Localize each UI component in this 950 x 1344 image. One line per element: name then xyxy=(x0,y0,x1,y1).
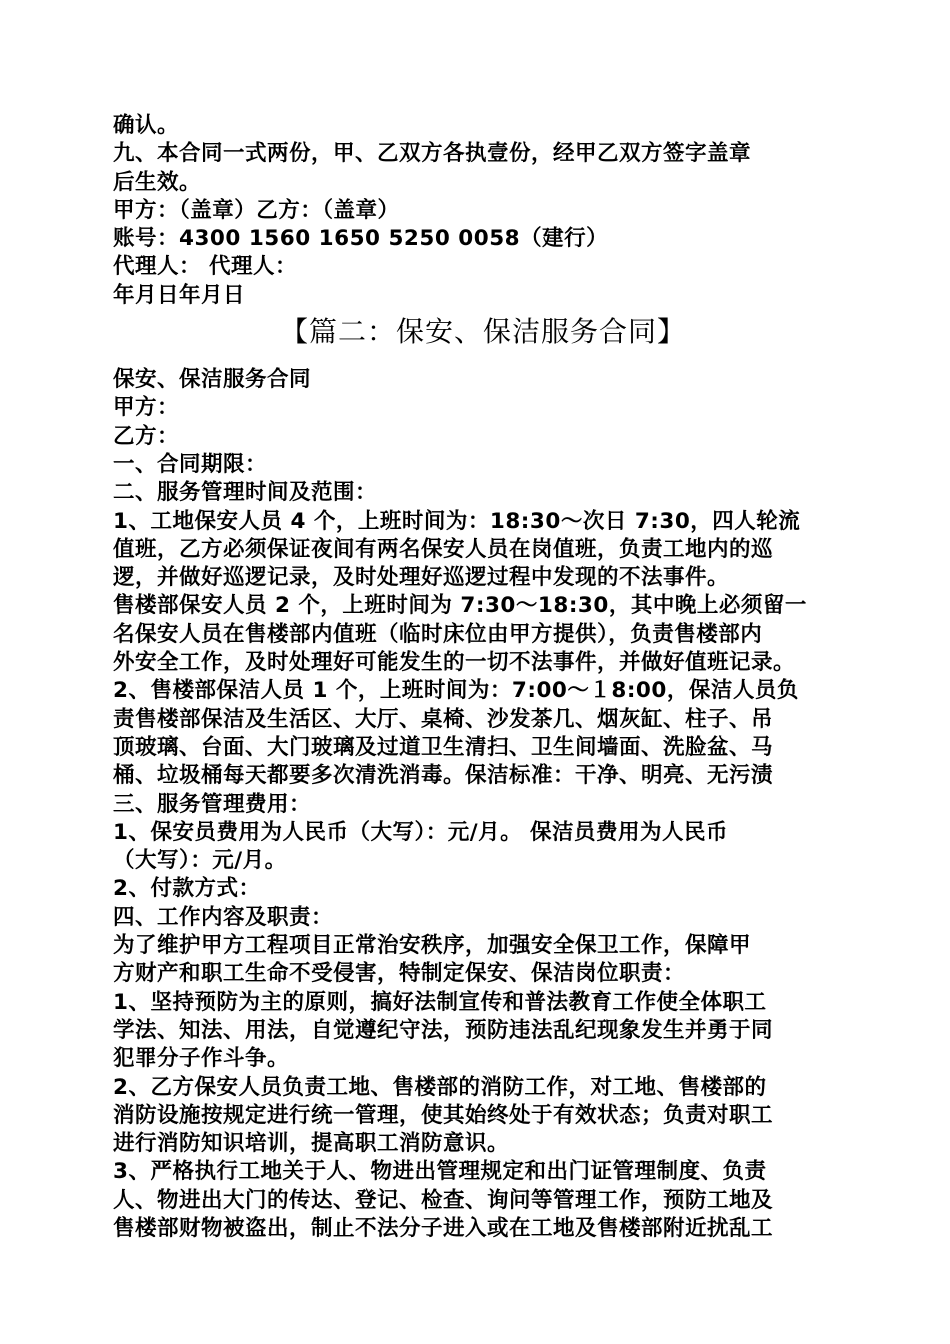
text-line: 1、保安员费用为人民币（大写）：元/月。 保洁员费用为人民币 xyxy=(113,819,729,845)
text-line: 方财产和职工生命不受侵害，特制定保安、保洁岗位职责： xyxy=(113,961,686,987)
text-line: 售楼部财物被盗出，制止不法分子进入或在工地及售楼部附近扰乱工 xyxy=(113,1215,774,1241)
text-line: 三、服务管理费用： xyxy=(113,791,312,817)
text-line: 2、乙方保安人员负责工地、售楼部的消防工作，对工地、售楼部的 xyxy=(113,1074,767,1100)
text-line: 一、合同期限： xyxy=(113,451,268,477)
text-line: 逻，并做好巡逻记录，及时处理好巡逻过程中发现的不法事件。 xyxy=(113,565,730,591)
text-line: 外安全工作，及时处理好可能发生的一切不法事件，并做好值班记录。 xyxy=(113,650,796,676)
text-line: 售楼部保安人员 2 个，上班时间为 7:30～18:30，其中晚上必须留一 xyxy=(113,593,807,619)
text-line: 桶、垃圾桶每天都要多次清洗消毒。保洁标准：干净、明亮、无污渍 xyxy=(113,763,774,789)
text-line: 犯罪分子作斗争。 xyxy=(113,1046,290,1072)
section-title: 【篇二：保安、保洁服务合同】 xyxy=(279,315,686,349)
text-line: 消防设施按规定进行统一管理，使其始终处于有效状态；负责对职工 xyxy=(113,1102,774,1128)
contract-body xyxy=(113,366,853,1243)
text-line: 名保安人员在售楼部内值班（临时床位由甲方提供），负责售楼部内 xyxy=(113,621,763,647)
text-line: 九、本合同一式两份，甲、乙双方各执壹份，经甲乙双方签字盖章 xyxy=(113,141,752,167)
text-line: 乙方： xyxy=(113,423,180,449)
text-line: 后生效。 xyxy=(113,169,202,195)
text-line: 3、严格执行工地关于人、物进出管理规定和出门证管理制度、负责 xyxy=(113,1159,767,1185)
text-line: （大写）：元/月。 xyxy=(113,848,287,874)
text-line: 甲方：（盖章）乙方：（盖章） xyxy=(113,197,400,223)
text-line: 代理人： 代理人： xyxy=(113,254,297,280)
text-line: 顶玻璃、台面、大门玻璃及过道卫生清扫、卫生间墙面、洗脸盆、马 xyxy=(113,734,774,760)
text-line: 四、工作内容及职责： xyxy=(113,904,334,930)
text-line: 确认。 xyxy=(113,113,180,138)
text-line: 账号：4300 1560 1650 5250 0058（建行） xyxy=(113,226,609,252)
text-line: 2、售楼部保洁人员 1 个，上班时间为：7:00～１8:00，保洁人员负 xyxy=(113,678,799,704)
text-line: 1、工地保安人员 4 个，上班时间为：18:30～次日 7:30，四人轮流 xyxy=(113,508,801,534)
text-line: 为了维护甲方工程项目正常治安秩序，加强安全保卫工作，保障甲 xyxy=(113,933,752,959)
text-line: 责售楼部保洁及生活区、大厅、桌椅、沙发茶几、烟灰缸、柱子、吊 xyxy=(113,706,774,732)
text-line: 学法、知法、用法，自觉遵纪守法，预防违法乱纪现象发生并勇于同 xyxy=(113,1017,774,1043)
preceding-text-block xyxy=(113,112,853,310)
text-line: 年月日年月日 xyxy=(113,282,246,308)
text-line: 2、付款方式： xyxy=(113,876,261,902)
text-line: 进行消防知识培训，提高职工消防意识。 xyxy=(113,1131,510,1157)
text-line: 保安、保洁服务合同 xyxy=(113,367,312,393)
text-line: 二、服务管理时间及范围： xyxy=(113,480,378,506)
document-page xyxy=(113,112,853,1243)
text-line: 甲方： xyxy=(113,395,180,421)
text-line: 1、坚持预防为主的原则，搞好法制宣传和普法教育工作使全体职工 xyxy=(113,989,767,1015)
text-line: 值班，乙方必须保证夜间有两名保安人员在岗值班，负责工地内的巡 xyxy=(113,536,774,562)
text-line: 人、物进出大门的传达、登记、检查、询问等管理工作，预防工地及 xyxy=(113,1187,774,1213)
